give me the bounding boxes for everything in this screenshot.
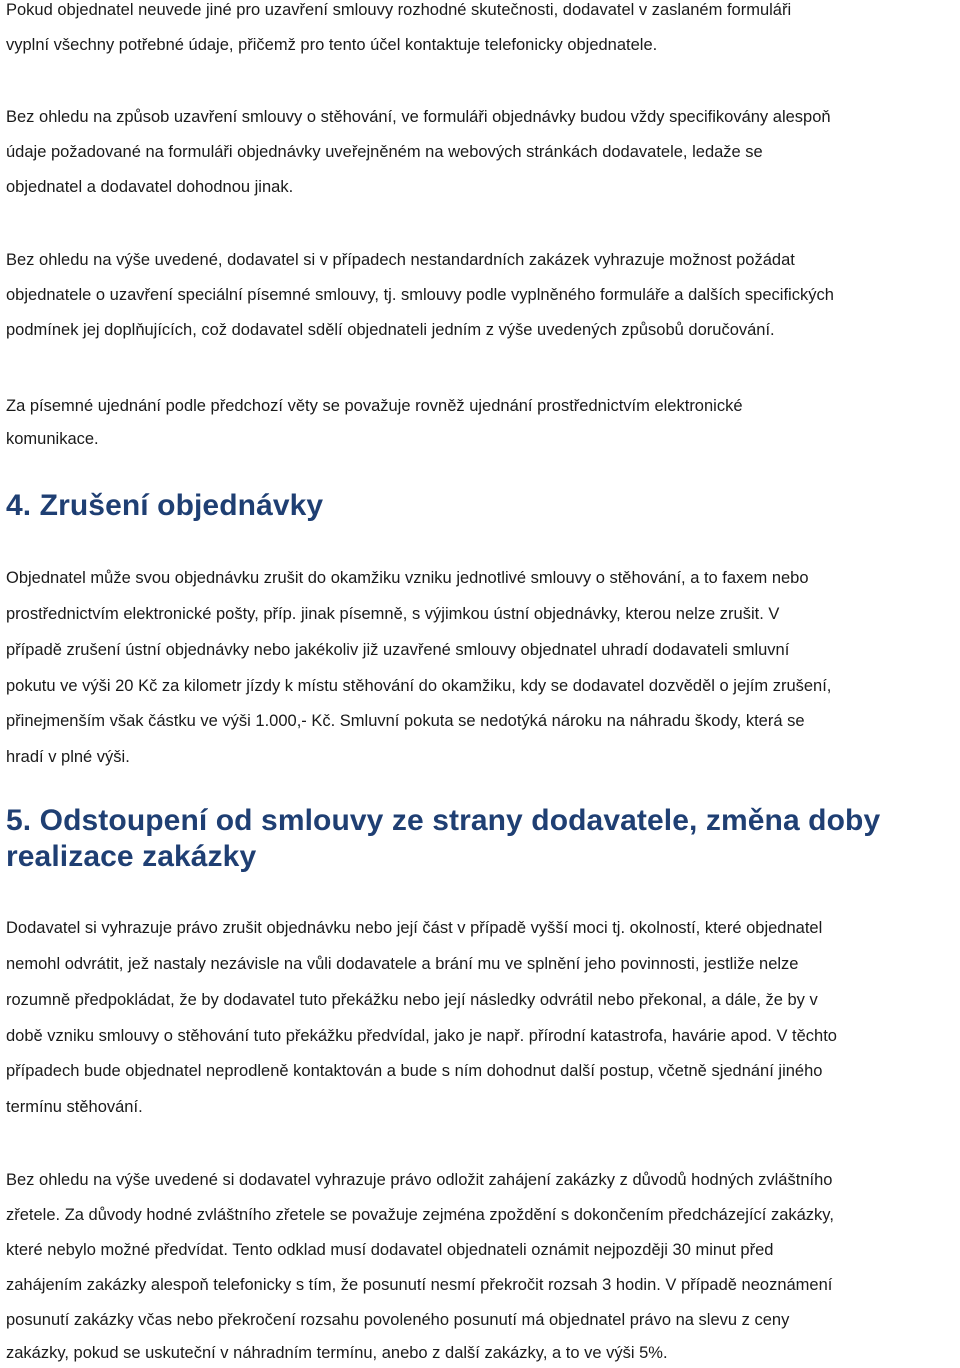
text-line: objednatel a dodavatel dohodnou jinak. (6, 178, 294, 196)
section-5-heading-line: realizace zakázky (6, 840, 257, 873)
text-line: pokutu ve výši 20 Kč za kilometr jízdy k místu stěhování do okamžiku, kdy se dodavatel dozvěděl o jejím zrušení, (6, 677, 832, 695)
text-line: době vzniku smlouvy o stěhování tuto překážku předvídal, jako je např. přírodní katastrofa, havárie apod. V těchto (6, 1027, 837, 1045)
text-line: hradí v plné výši. (6, 748, 130, 766)
text-line: případě zrušení ústní objednávky nebo jakékoliv již uzavřené smlouvy objednatel uhradí dodavateli smluvní (6, 641, 790, 659)
text-line: komunikace. (6, 430, 99, 448)
text-line: Bez ohledu na způsob uzavření smlouvy o stěhování, ve formuláři objednávky budou vždy specifikovány alespoň (6, 108, 831, 126)
text-line: rozumně předpokládat, že by dodavatel tuto překážku nebo její následky odvrátil nebo překonal, a dále, že by v (6, 991, 818, 1009)
text-line: případech bude objednatel neprodleně kontaktován a bude s ním dohodnut další postup, včetně sjednání jiného (6, 1062, 823, 1080)
text-line: zakázky, pokud se uskuteční v náhradním termínu, anebo z další zakázky, a to ve výši 5%. (6, 1344, 668, 1362)
text-line: posunutí zakázky včas nebo překročení rozsahu povoleného posunutí má objednatel právo na slevu z ceny (6, 1311, 790, 1329)
text-line: Za písemné ujednání podle předchozí věty se považuje rovněž ujednání prostřednictvím elektronické (6, 397, 743, 415)
text-line: Pokud objednatel neuvede jiné pro uzavření smlouvy rozhodné skutečnosti, dodavatel v zaslaném formuláři (6, 1, 792, 19)
text-line: které nebylo možné předvídat. Tento odklad musí dodavatel objednateli oznámit nejpozději 30 minut před (6, 1241, 774, 1259)
text-line: přinejmenším však částku ve výši 1.000,- Kč. Smluvní pokuta se nedotýká nároku na náhradu škody, která se (6, 712, 805, 730)
text-line: termínu stěhování. (6, 1098, 143, 1116)
section-5-heading-line: 5. Odstoupení od smlouvy ze strany dodavatele, změna doby (6, 804, 881, 837)
text-line: vyplní všechny potřebné údaje, přičemž pro tento účel kontaktuje telefonicky objednatele. (6, 36, 658, 54)
text-line: Dodavatel si vyhrazuje právo zrušit objednávku nebo její část v případě vyšší moci tj. okolností, které objednatel (6, 919, 823, 937)
text-line: Bez ohledu na výše uvedené, dodavatel si v případech nestandardních zakázek vyhrazuje možnost požádat (6, 251, 795, 269)
text-line: Objednatel může svou objednávku zrušit do okamžiku vzniku jednotlivé smlouvy o stěhování, a to faxem nebo (6, 569, 809, 587)
text-line: Bez ohledu na výše uvedené si dodavatel vyhrazuje právo odložit zahájení zakázky z důvodů hodných zvláštního (6, 1171, 833, 1189)
section-4-heading: 4. Zrušení objednávky (6, 489, 324, 522)
text-line: zřetele. Za důvody hodné zvláštního zřetele se považuje zejména zpoždění s dokončením předcházející zakázky, (6, 1206, 834, 1224)
text-line: podmínek jej doplňujících, což dodavatel sdělí objednateli jedním z výše uvedených způsobů doručování. (6, 321, 775, 339)
text-line: nemohl odvrátit, jež nastaly nezávisle na vůli dodavatele a brání mu ve splnění jeho povinnosti, jestliže nelze (6, 955, 799, 973)
text-line: objednatele o uzavření speciální písemné smlouvy, tj. smlouvy podle vyplněného formuláře a dalších specifických (6, 286, 834, 304)
text-line: zahájením zakázky alespoň telefonicky s tím, že posunutí nesmí překročit rozsah 3 hodin. V případě neoznámení (6, 1276, 833, 1294)
text-line: prostřednictvím elektronické pošty, příp. jinak písemně, s výjimkou ústní objednávky, kterou nelze zrušit. V (6, 605, 780, 623)
text-line: údaje požadované na formuláři objednávky uveřejněném na webových stránkách dodavatele, ledaže se (6, 143, 763, 161)
